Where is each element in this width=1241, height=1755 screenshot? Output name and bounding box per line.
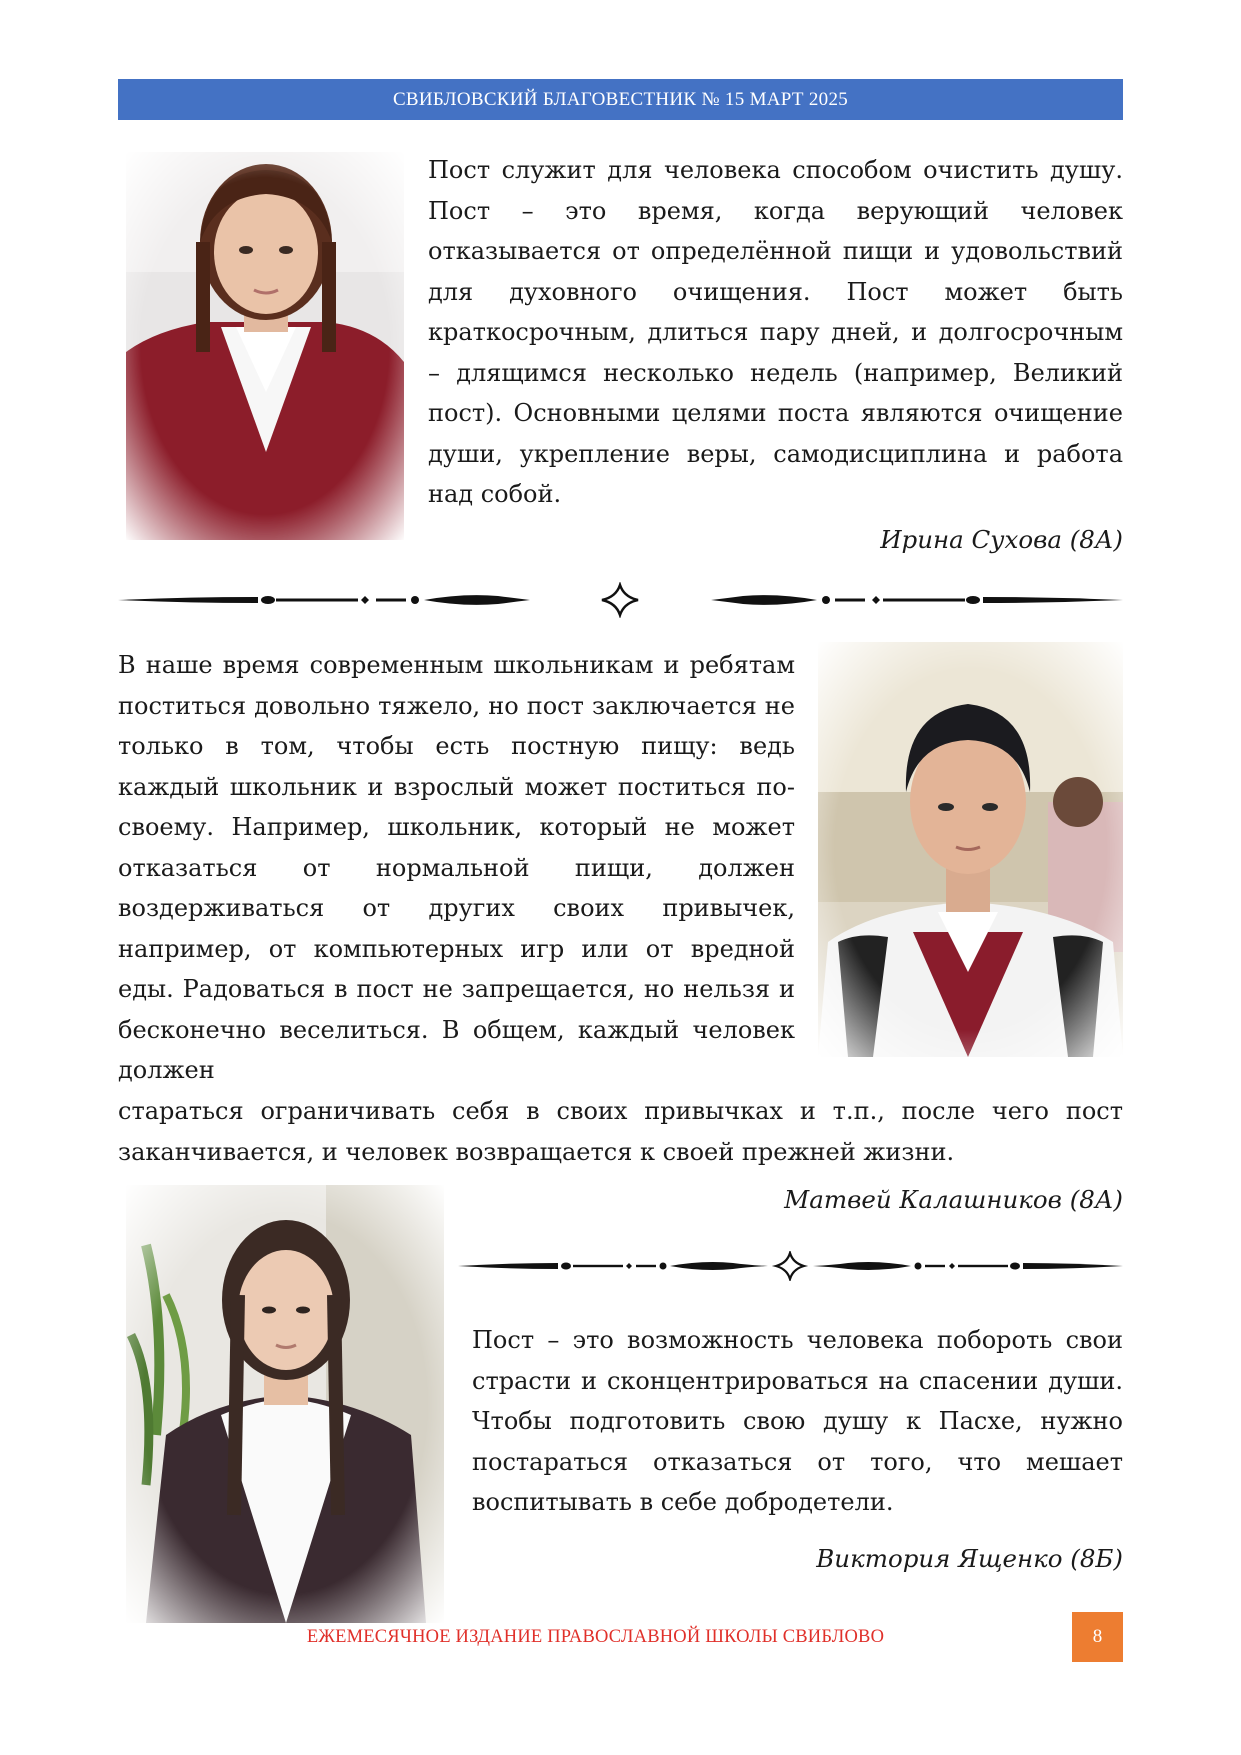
footer-publication: ЕЖЕМЕСЯЧНОЕ ИЗДАНИЕ ПРАВОСЛАВНОЙ ШКОЛЫ СВИБЛОВО (306, 1627, 885, 1647)
article-2-text-wrapped: В наше время современным школьникам и ребятам поститься довольно тяжело, но пост заключается не только в том, чтобы есть постную пищу: ведь каждый школьник и взрослый может поститься по-своему. Например, школьник, который не может отказаться от нормальной пищи, должен воздерживаться от других своих привычек, например, от компьютерных игр или от вредной еды. Радоваться в пост не запрещается, но нельзя и бесконечно веселиться. В общем, каждый человек должен (118, 651, 795, 1084)
page-number: 8 (1072, 1612, 1123, 1662)
newsletter-title: СВИБЛОВСКИЙ БЛАГОВЕСТНИК № 15 МАРТ 2025 (392, 89, 849, 110)
article-3-author: Виктория Ященко (8Б) (816, 1544, 1123, 1573)
portrait-photo-boy-in-hall (818, 642, 1123, 1057)
portrait-photo-girl-braids (126, 1185, 444, 1623)
article-1-text: Пост служит для человека способом очистить душу. Пост – это время, когда верующий человек отказывается от определённой пищи и удовольствий для духовного очищения. Пост может быть краткосрочным, длиться пару дней, и долгосрочным – длящимся несколько недель (например, Великий пост). Основными целями поста являются очищение души, укрепление веры, самодисциплина и работа над собой. (428, 156, 1123, 508)
newsletter-header (118, 79, 1123, 120)
article-3-text: Пост – это возможность человека побороть свои страсти и сконцентрироваться на спасении души. Чтобы подготовить свою душу к Пасхе, нужно постараться отказаться от того, что мешает воспитывать в себе добродетели. (472, 1326, 1123, 1516)
article-2-author: Матвей Калашников (8А) (784, 1185, 1123, 1214)
ornamental-divider (118, 582, 1123, 618)
article-1-author: Ирина Сухова (8А) (880, 525, 1123, 554)
article-2-text-full: стараться ограничивать себя в своих привычках и т.п., после чего пост заканчивается, и человек возвращается к своей прежней жизни. (118, 1097, 1123, 1166)
ornamental-divider-small (458, 1251, 1123, 1281)
portrait-photo-girl-red-cardigan (126, 152, 404, 540)
